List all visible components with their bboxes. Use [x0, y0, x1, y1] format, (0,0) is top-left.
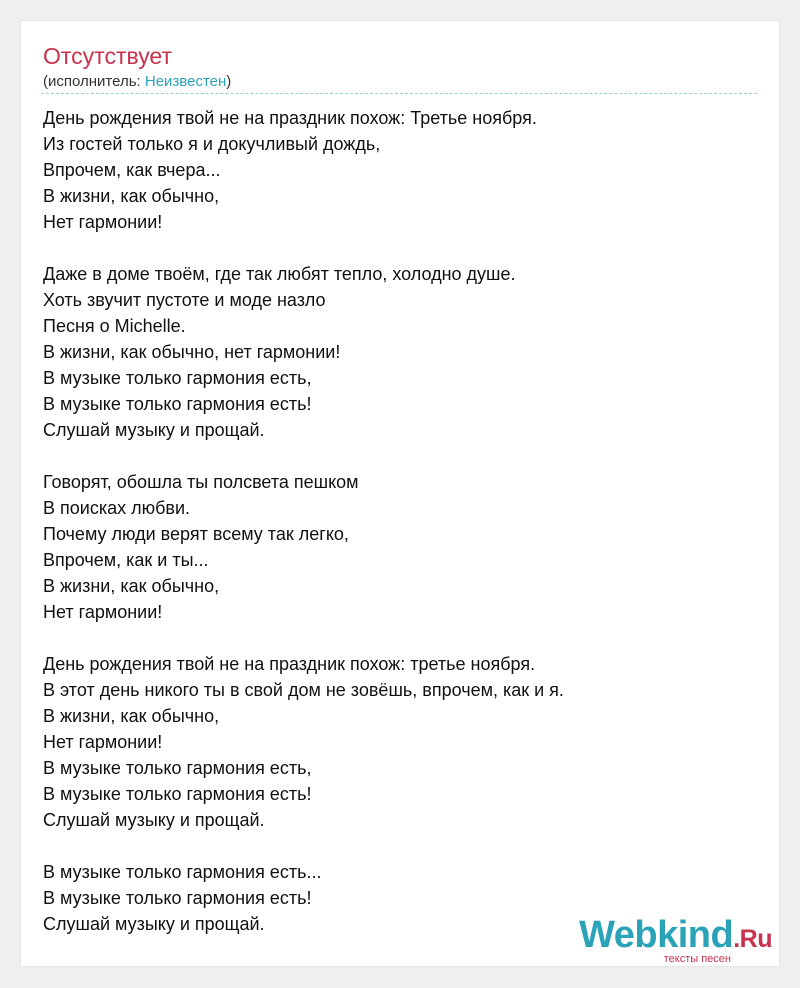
lyrics-line: Впрочем, как вчера... — [43, 160, 221, 180]
lyrics-line: В жизни, как обычно, — [43, 706, 220, 726]
logo-name: Webkind — [579, 914, 734, 956]
artist-suffix: ) — [226, 73, 232, 90]
lyrics-line: Слушай музыку и прощай. — [43, 810, 265, 830]
site-logo[interactable] — [579, 915, 772, 965]
lyrics-stanza — [43, 469, 763, 625]
lyrics-line: В музыке только гармония есть, — [43, 368, 312, 388]
lyrics-line: Из гостей только я и докучливый дождь, — [43, 134, 381, 154]
divider — [41, 93, 757, 94]
lyrics-line: День рождения твой не на праздник похож: третье ноября. — [43, 654, 536, 674]
lyrics-stanza — [43, 105, 763, 235]
logo-tld: .Ru — [733, 925, 772, 953]
artist-line — [43, 73, 231, 90]
lyrics-line: В жизни, как обычно, — [43, 186, 220, 206]
lyrics-stanza — [43, 261, 763, 443]
lyrics-line: В музыке только гармония есть... — [43, 862, 322, 882]
lyrics-line: В музыке только гармония есть, — [43, 758, 312, 778]
lyrics-card — [21, 21, 779, 966]
lyrics-line: Хоть звучит пустоте и моде назло — [43, 290, 326, 310]
lyrics-line: Нет гармонии! — [43, 732, 163, 752]
lyrics-line: Впрочем, как и ты... — [43, 550, 209, 570]
lyrics-line: В музыке только гармония есть! — [43, 888, 312, 908]
song-title: Отсутствует — [43, 43, 172, 69]
lyrics-line: Песня о Michelle. — [43, 316, 186, 336]
lyrics-line: В музыке только гармония есть! — [43, 394, 312, 414]
lyrics-line: Говорят, обошла ты полсвета пешком — [43, 472, 359, 492]
lyrics-line: В музыке только гармония есть! — [43, 784, 312, 804]
lyrics-line: В жизни, как обычно, — [43, 576, 220, 596]
lyrics-line: В поисках любви. — [43, 498, 191, 518]
lyrics-body — [43, 105, 763, 963]
lyrics-line: День рождения твой не на праздник похож: Третье ноября. — [43, 108, 537, 128]
artist-prefix: (исполнитель: — [43, 73, 145, 90]
lyrics-line: Слушай музыку и прощай. — [43, 914, 265, 934]
lyrics-line: Нет гармонии! — [43, 602, 163, 622]
logo-tagline: тексты песен — [663, 953, 731, 965]
lyrics-line: В жизни, как обычно, нет гармонии! — [43, 342, 341, 362]
lyrics-line: В этот день никого ты в свой дом не зовёшь, впрочем, как и я. — [43, 680, 564, 700]
lyrics-line: Даже в доме твоём, где так любят тепло, холодно душе. — [43, 264, 516, 284]
artist-link[interactable]: Неизвестен — [144, 73, 227, 90]
lyrics-line: Слушай музыку и прощай. — [43, 420, 265, 440]
lyrics-line: Почему люди верят всему так легко, — [43, 524, 349, 544]
lyrics-line: Нет гармонии! — [43, 212, 163, 232]
lyrics-stanza — [43, 651, 763, 833]
